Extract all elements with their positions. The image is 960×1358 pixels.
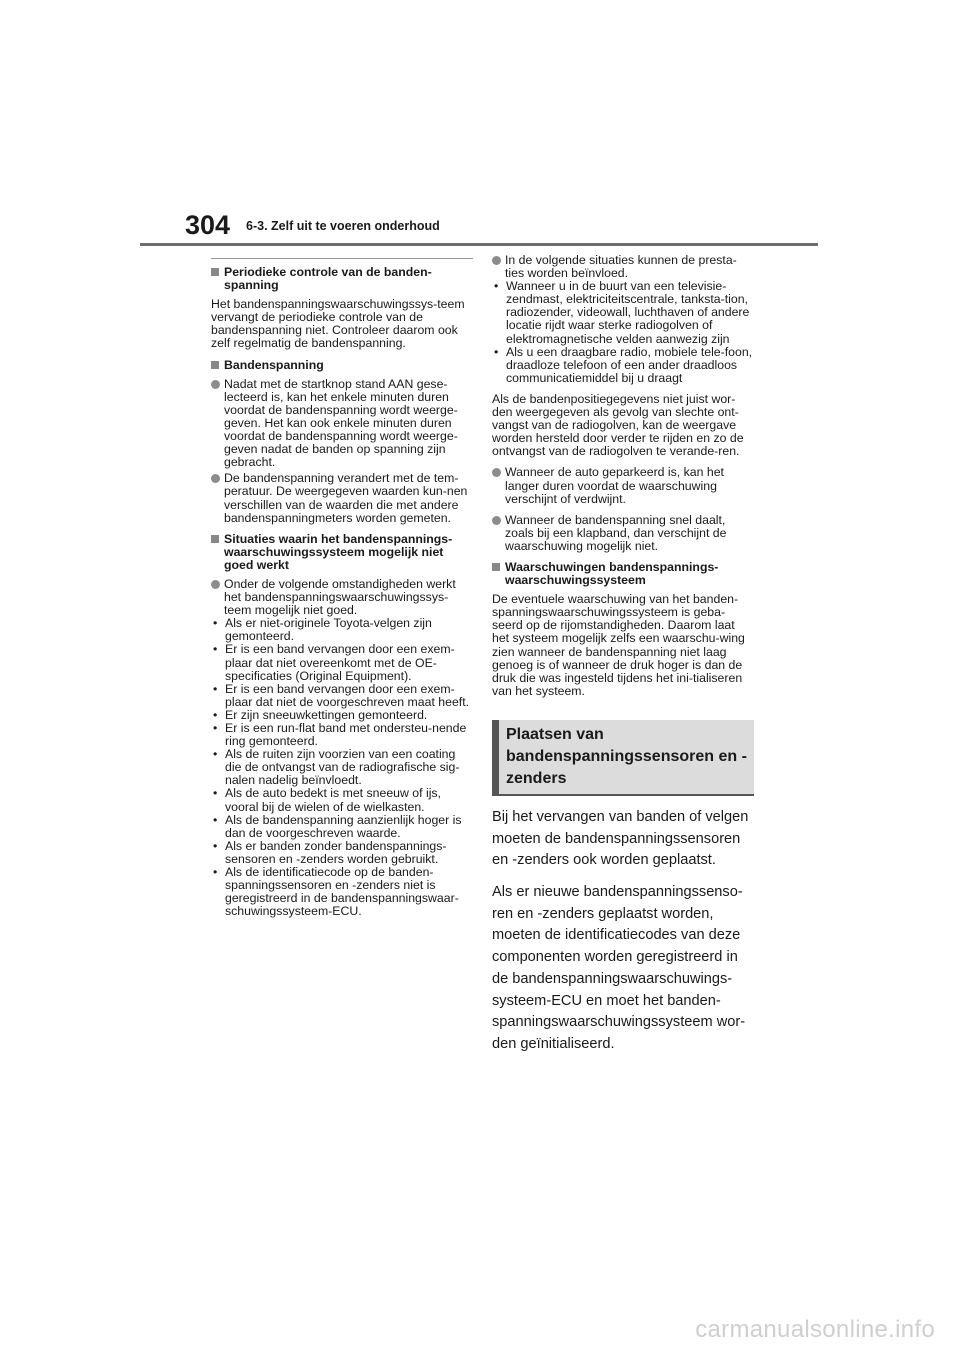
square-bullet-icon — [211, 535, 219, 543]
square-bullet-icon — [211, 268, 219, 276]
paragraph-large: Bij het vervangen van banden of velgen moeten de bandenspanningssensoren en -zenders ook worden geplaatst. — [492, 808, 749, 869]
list-item: • Als de bandenspanning aanzienlijk hoger is dan de voorgeschreven waarde. — [213, 812, 462, 840]
header-rule — [140, 243, 818, 246]
situations-list — [211, 617, 473, 918]
subheading-text: Bandenspanning — [224, 357, 324, 372]
page-number: 304 — [185, 210, 231, 240]
subheading-warnings — [492, 561, 754, 587]
left-column — [211, 258, 473, 926]
paragraph: Het bandenspanningswaarschuwingssys-teem vervangt de periodieke controle van de bandenspanning niet. Controleer daarom ook zelf regelmatig de bandenspanning. — [211, 297, 465, 351]
circle-bullet-icon — [211, 580, 220, 589]
paragraph: Als de bandenpositiegegevens niet juist wor-den weergegeven als gevolg van slechte ont-vangst van de radiogolven, kan de weergave worden hersteld door verder te rijden en zo de ontvangst van de radiogolven te verande-ren. — [492, 391, 744, 459]
list-item: • Als de ruiten zijn voorzien van een coating die de ontvangst van de radiografische sig-nalen nadelig beïnvloedt. — [213, 747, 460, 788]
circle-bullet-icon — [492, 516, 501, 525]
list-item: • Als u een draagbare radio, mobiele tele-foon, draadloze telefoon of een ander draadloos communicatiemiddel bij u draagt — [494, 344, 753, 385]
subheading-tire-pressure — [211, 359, 473, 372]
subheading-text: Situaties waarin het bandenspannings-waarschuwingssysteem mogelijk niet goed werkt — [224, 531, 453, 572]
circle-bullet-icon — [492, 256, 501, 265]
bullet-text: In de volgende situaties kunnen de presta-ties worden beïnvloed. — [505, 253, 737, 281]
bullet-text: Onder de volgende omstandigheden werkt het bandenspanningswaarschuwingssys-teem mogelijk niet goed. — [224, 576, 456, 618]
list-item: • Als er banden zonder bandenspannings-sensoren en -zenders worden gebruikt. — [213, 838, 447, 866]
column-top-rule — [211, 258, 473, 259]
list-item: • Wanneer u in de buurt van een televisie-zendmast, elektriciteitscentrale, tanksta-tion, radiozender, videowall, luchthaven of andere locatie rijdt waar sterke radiogolven of elektromagnetische velden aanwezig zijn — [494, 279, 750, 346]
bullet-text: De bandenspanning verandert met de tem-peratuur. De weergegeven waarden kun-nen verschillen van de waarden die met andere bandenspanningmeters worden gemeten. — [224, 471, 468, 525]
square-bullet-icon — [492, 563, 500, 571]
list-item: • Er is een run-flat band met ondersteu-nende ring gemonteerd. — [213, 721, 467, 749]
square-bullet-icon — [211, 361, 219, 369]
list-item: • Er zijn sneeuwkettingen gemonteerd. — [213, 707, 428, 722]
paragraph-large: Als er nieuwe bandenspanningssenso-ren en -zenders geplaatst worden, moeten de identificatiecodes van deze componenten worden geregistreerd in de bandenspanningswaarschuwings-systeem-ECU en moet het banden-spanningswaarschuwingssysteem wor-den geïnitialiseerd. — [492, 884, 746, 1052]
interference-list — [492, 280, 754, 385]
subheading-text: Waarschuwingen bandenspannings-waarschuwingssysteem — [505, 559, 719, 588]
section-title: 6-3. Zelf uit te voeren onderhoud — [246, 219, 440, 233]
bullet-text: Wanneer de bandenspanning snel daalt, zoals bij een klapband, dan verschijnt de waarschuwing mogelijk niet. — [505, 512, 727, 553]
subheading-text: Periodieke controle van de banden-spanning — [224, 265, 432, 293]
list-item: • Als de auto bedekt is met sneeuw of ijs, vooral bij de wielen of de wielkasten. — [213, 786, 441, 814]
list-item: • Als de identificatiecode op de banden-spanningssensoren en -zenders niet is geregistreerd in de bandenspanningswaar-schuwingssysteem-ECU. — [213, 865, 459, 919]
list-item: • Als er niet-originele Toyota-velgen zijn gemonteerd. — [213, 616, 432, 644]
bullet-item — [211, 472, 473, 524]
paragraph: De eventuele waarschuwing van het banden-spanningswaarschuwingssysteem is geba-seerd op de rijomstandigheden. Daarom laat het systeem mogelijk zelfs een waarschu-wing zien wanneer de bandenspanning niet laag genoeg is of wanneer de druk hoger is dan de druk die was ingesteld tijdens het ini-tialiseren van het systeem. — [492, 592, 745, 698]
subheading-malfunction-situations — [211, 533, 473, 572]
circle-bullet-icon — [211, 474, 220, 483]
subheading-periodic-check — [211, 266, 473, 292]
bullet-item — [211, 378, 473, 470]
bullet-item — [211, 578, 473, 617]
bullet-text: Wanneer de auto geparkeerd is, kan het langer duren voordat de waarschuwing verschijnt of verdwijnt. — [505, 465, 724, 506]
section-heading-sensor-placement: Plaatsen van bandenspanningssensoren en -zenders — [492, 720, 754, 796]
list-item: • Er is een band vervangen door een exem-plaar dat niet de voorgeschreven maat heeft. — [213, 681, 470, 709]
list-item: • Er is een band vervangen door een exem-plaar dat niet overeenkomt met de OE-specificaties (Original Equipment). — [213, 642, 455, 683]
circle-bullet-icon — [492, 468, 501, 477]
bullet-item — [492, 254, 754, 280]
bullet-text: Nadat met de startknop stand AAN gese-lecteerd is, kan het enkele minuten duren voordat de bandenspanning wordt weerge-geven. Het kan ook enkele minuten duren voordat de bandenspanning wordt weerge-geven nadat de banden op spanning zijn gebracht. — [224, 376, 458, 470]
bullet-item — [492, 514, 754, 553]
watermark: carmanualsonline.info — [695, 1316, 935, 1343]
bullet-item — [492, 466, 754, 505]
circle-bullet-icon — [211, 380, 220, 389]
right-column — [492, 254, 754, 1066]
